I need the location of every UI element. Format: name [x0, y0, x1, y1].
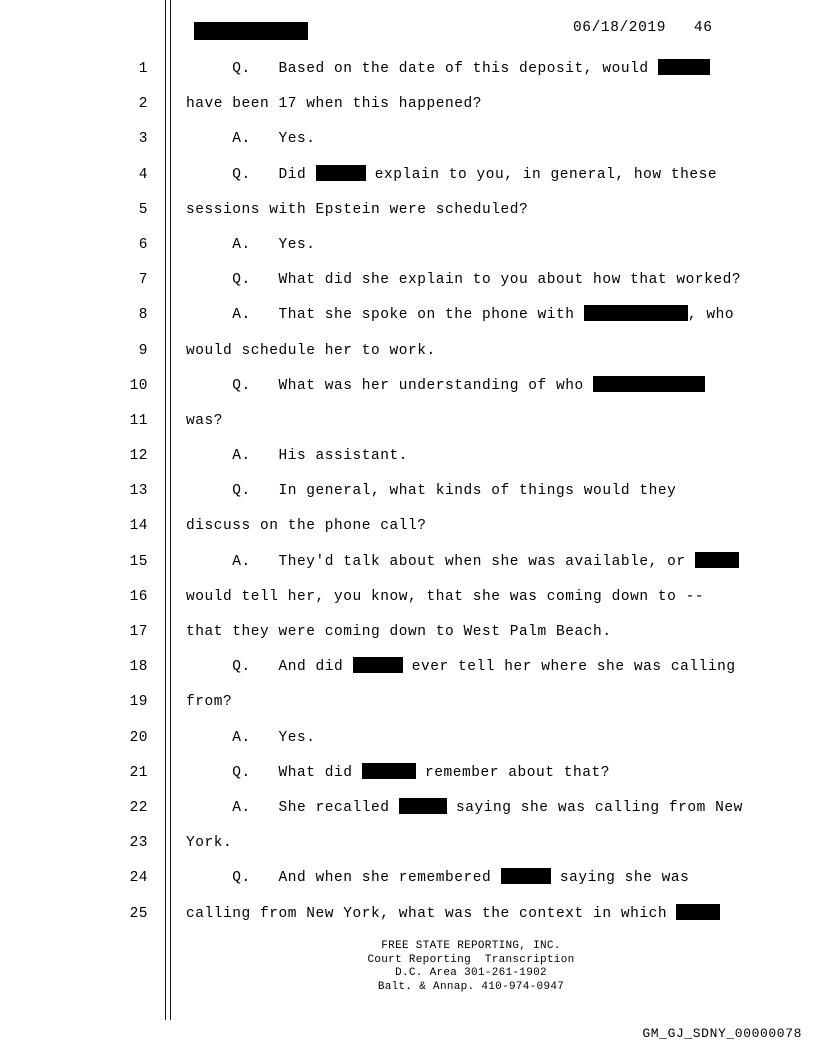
transcript-line [0, 580, 816, 615]
line-text: calling from New York, what was the context in which [186, 897, 720, 932]
redaction-block [676, 904, 720, 920]
transcript-line [0, 439, 816, 474]
line-number: 1 [138, 61, 148, 77]
line-text: A. Yes. [186, 236, 316, 253]
transcript-line [0, 685, 816, 720]
transcript-line [0, 87, 816, 122]
transcript-line [0, 474, 816, 509]
transcript-line [0, 52, 816, 87]
header-date-and-page: 06/18/2019 46 [573, 20, 713, 36]
line-number: 3 [138, 131, 148, 148]
redaction-block [695, 552, 739, 568]
transcript-line [0, 826, 816, 861]
transcript-line [0, 369, 816, 404]
line-number: 25 [129, 905, 148, 922]
line-number: 9 [138, 342, 148, 359]
line-text: discuss on the phone call? [186, 518, 427, 535]
line-text: from? [186, 694, 233, 711]
transcript-line [0, 228, 816, 263]
line-text: that they were coming down to West Palm Beach. [186, 624, 612, 640]
redaction-block [501, 868, 551, 884]
transcript-line [0, 791, 816, 826]
transcript-line [0, 122, 816, 157]
line-number: 17 [129, 624, 148, 640]
line-text: was? [186, 412, 224, 429]
line-number: 13 [129, 483, 148, 500]
redaction-block [399, 798, 447, 814]
footer-service: Court Reporting Transcription [367, 953, 575, 966]
line-number: 6 [138, 236, 148, 253]
line-text: A. Yes. [186, 131, 316, 148]
line-text: Q. In general, what kinds of things would they [186, 483, 677, 500]
line-text: Q. And when she remembered saying she was [186, 870, 690, 887]
transcript-line [0, 334, 816, 369]
page-header [186, 20, 756, 44]
line-text: would schedule her to work. [186, 342, 436, 359]
line-number: 22 [129, 799, 148, 816]
line-number: 20 [129, 729, 148, 746]
transcript-line [0, 158, 816, 193]
line-number: 19 [129, 694, 148, 711]
line-number: 18 [129, 659, 148, 676]
footer-phone-balt: Balt. & Annap. 410-974-0947 [377, 980, 565, 993]
transcript-line [0, 509, 816, 544]
line-number: 15 [129, 553, 148, 570]
transcript-line [0, 263, 816, 298]
line-text: A. His assistant. [186, 448, 409, 465]
line-text: A. They'd talk about when she was available, or [186, 545, 739, 580]
redaction-block [584, 305, 688, 321]
line-text: A. She recalled saying she was calling from New [186, 799, 743, 816]
line-number: 23 [129, 835, 148, 852]
transcript-line [0, 721, 816, 756]
transcript-line [0, 615, 816, 650]
transcript-body [0, 52, 816, 932]
transcript-line [0, 897, 816, 932]
line-text: Q. What did she explain to you about how that worked? [186, 272, 742, 289]
line-text: have been 17 when this happened? [186, 96, 483, 113]
line-text: would tell her, you know, that she was coming down to -- [186, 588, 705, 605]
line-text: sessions with Epstein were scheduled? [186, 201, 529, 218]
line-text: Q. And did ever tell her where she was calling [186, 659, 736, 676]
redaction-block [593, 376, 705, 392]
line-number: 21 [129, 764, 148, 781]
page-footer [186, 940, 756, 994]
line-number: 16 [129, 588, 148, 605]
footer-company: FREE STATE REPORTING, INC. [381, 940, 561, 952]
line-number: 5 [138, 201, 148, 218]
transcript-line [0, 650, 816, 685]
redaction-block [353, 657, 403, 673]
transcript-line [0, 404, 816, 439]
line-number: 11 [129, 412, 148, 429]
redaction-block [316, 165, 366, 181]
line-number: 2 [138, 96, 148, 113]
transcript-line [0, 545, 816, 580]
redaction-block [362, 763, 416, 779]
bates-number: GM_GJ_SDNY_00000078 [642, 1026, 802, 1041]
line-number: 7 [138, 272, 148, 289]
line-number: 24 [129, 870, 148, 887]
redaction-block [658, 59, 710, 75]
line-text: Q. Did explain to you, in general, how these [186, 166, 718, 183]
redaction-block [194, 22, 308, 40]
footer-phone-dc: D.C. Area 301-261-1902 [395, 967, 547, 979]
transcript-line [0, 298, 816, 333]
transcript-line [0, 756, 816, 791]
line-text: A. That she spoke on the phone with , who [186, 307, 735, 324]
line-number: 14 [129, 518, 148, 535]
transcript-line [0, 861, 816, 896]
line-number: 8 [138, 307, 148, 324]
line-number: 10 [129, 377, 148, 394]
line-text: Q. What was her understanding of who [186, 369, 705, 404]
line-text: York. [186, 835, 233, 852]
line-text: Q. What did remember about that? [186, 764, 611, 781]
line-text: Q. Based on the date of this deposit, would [186, 52, 710, 87]
transcript-line [0, 193, 816, 228]
line-number: 12 [129, 448, 148, 465]
line-number: 4 [138, 166, 148, 183]
line-text: A. Yes. [186, 729, 316, 746]
